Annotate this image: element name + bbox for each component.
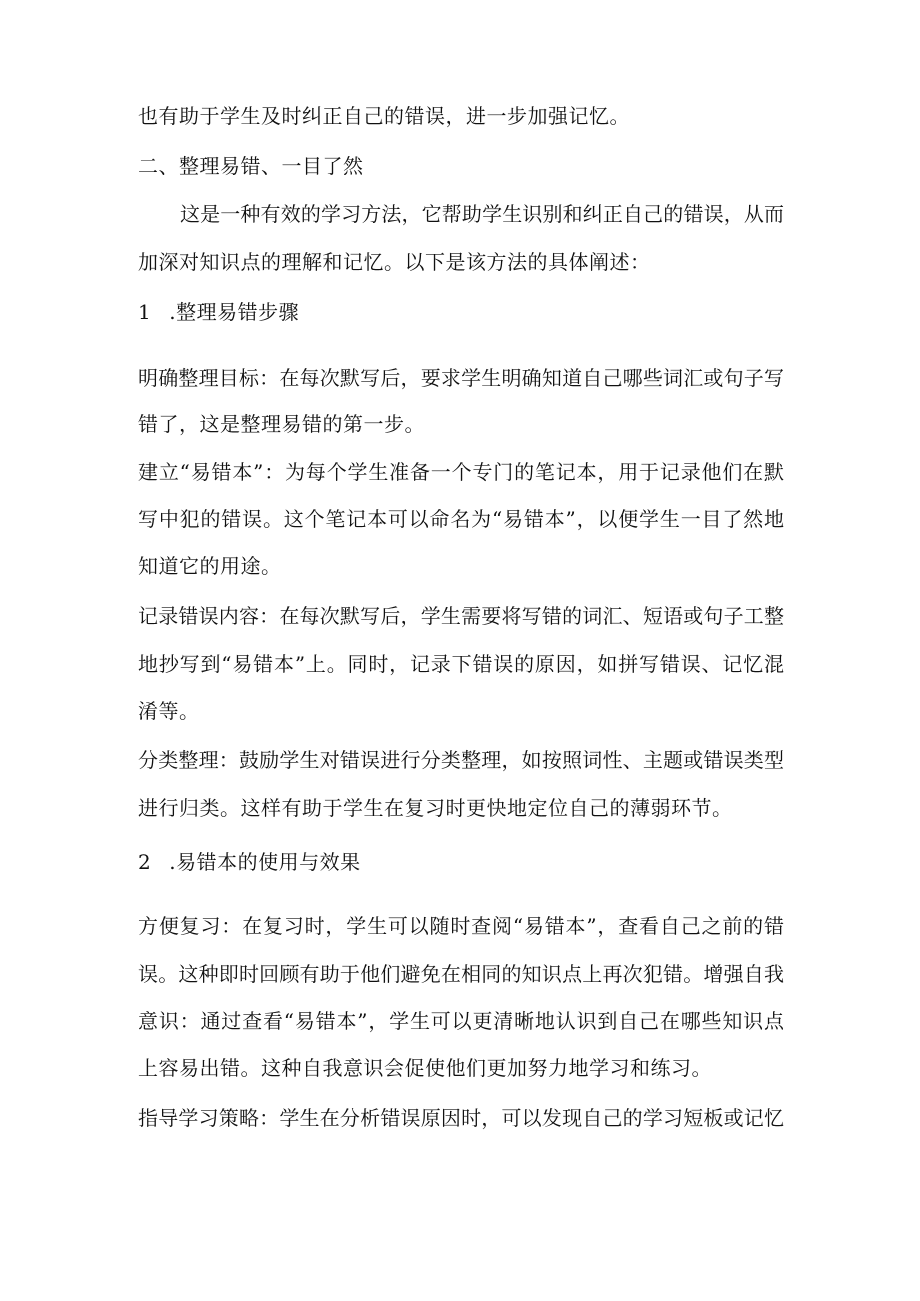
paragraph-record-line-1: 记录错误内容：在每次默写后，学生需要将写错的词汇、短语或句子工整 xyxy=(138,604,784,628)
paragraph-method-line-2: 加深对知识点的理解和记忆。以下是该方法的具体阐述： xyxy=(138,250,651,274)
paragraph-goal-line-2: 错了，这是整理易错的第一步。 xyxy=(138,412,425,436)
subheading-1-number: 1 xyxy=(138,300,152,324)
subheading-2-number: 2 xyxy=(138,850,152,874)
paragraph-goal-line-1: 明确整理目标：在每次默写后，要求学生明确知道自己哪些词汇或句子写 xyxy=(138,366,784,390)
paragraph-intro-end: 也有助于学生及时纠正自己的错误，进一步加强记忆。 xyxy=(138,104,630,128)
paragraph-method-line-1: 这是一种有效的学习方法，它帮助学生识别和纠正自己的错误，从而 xyxy=(180,202,784,226)
subheading-1-title: .整理易错步骤 xyxy=(169,300,300,324)
paragraph-notebook-line-2: 写中犯的错误。这个笔记本可以命名为“易错本”，以便学生一目了然地 xyxy=(138,507,784,531)
paragraph-review-line-1: 方便复习：在复习时，学生可以随时查阅“易错本”，查看自己之前的错 xyxy=(138,914,784,938)
paragraph-notebook-line-3: 知道它的用途。 xyxy=(138,554,282,578)
paragraph-record-line-2: 地抄写到“易错本”上。同时，记录下错误的原因，如拼写错误、记忆混 xyxy=(138,652,784,676)
paragraph-review-line-3: 意识：通过查看“易错本”，学生可以更清晰地认识到自己在哪些知识点 xyxy=(138,1009,784,1033)
subheading-1 xyxy=(138,300,299,324)
section-heading-2: 二、整理易错、一目了然 xyxy=(138,154,364,178)
paragraph-strategy-line-1: 指导学习策略：学生在分析错误原因时，可以发现自己的学习短板或记忆 xyxy=(138,1106,784,1130)
paragraph-record-line-3: 淆等。 xyxy=(138,699,200,723)
paragraph-classify-line-1: 分类整理：鼓励学生对错误进行分类整理，如按照词性、主题或错误类型 xyxy=(138,748,784,772)
subheading-2-title: .易错本的使用与效果 xyxy=(169,850,361,874)
subheading-2 xyxy=(138,850,361,874)
paragraph-review-line-4: 上容易出错。这种自我意识会促使他们更加努力地学习和练习。 xyxy=(138,1056,712,1080)
paragraph-notebook-line-1: 建立“易错本”：为每个学生准备一个专门的笔记本，用于记录他们在默 xyxy=(138,460,784,484)
paragraph-review-line-2: 误。这种即时回顾有助于他们避免在相同的知识点上再次犯错。增强自我 xyxy=(138,962,784,986)
paragraph-classify-line-2: 进行归类。这样有助于学生在复习时更快地定位自己的薄弱环节。 xyxy=(138,796,733,820)
